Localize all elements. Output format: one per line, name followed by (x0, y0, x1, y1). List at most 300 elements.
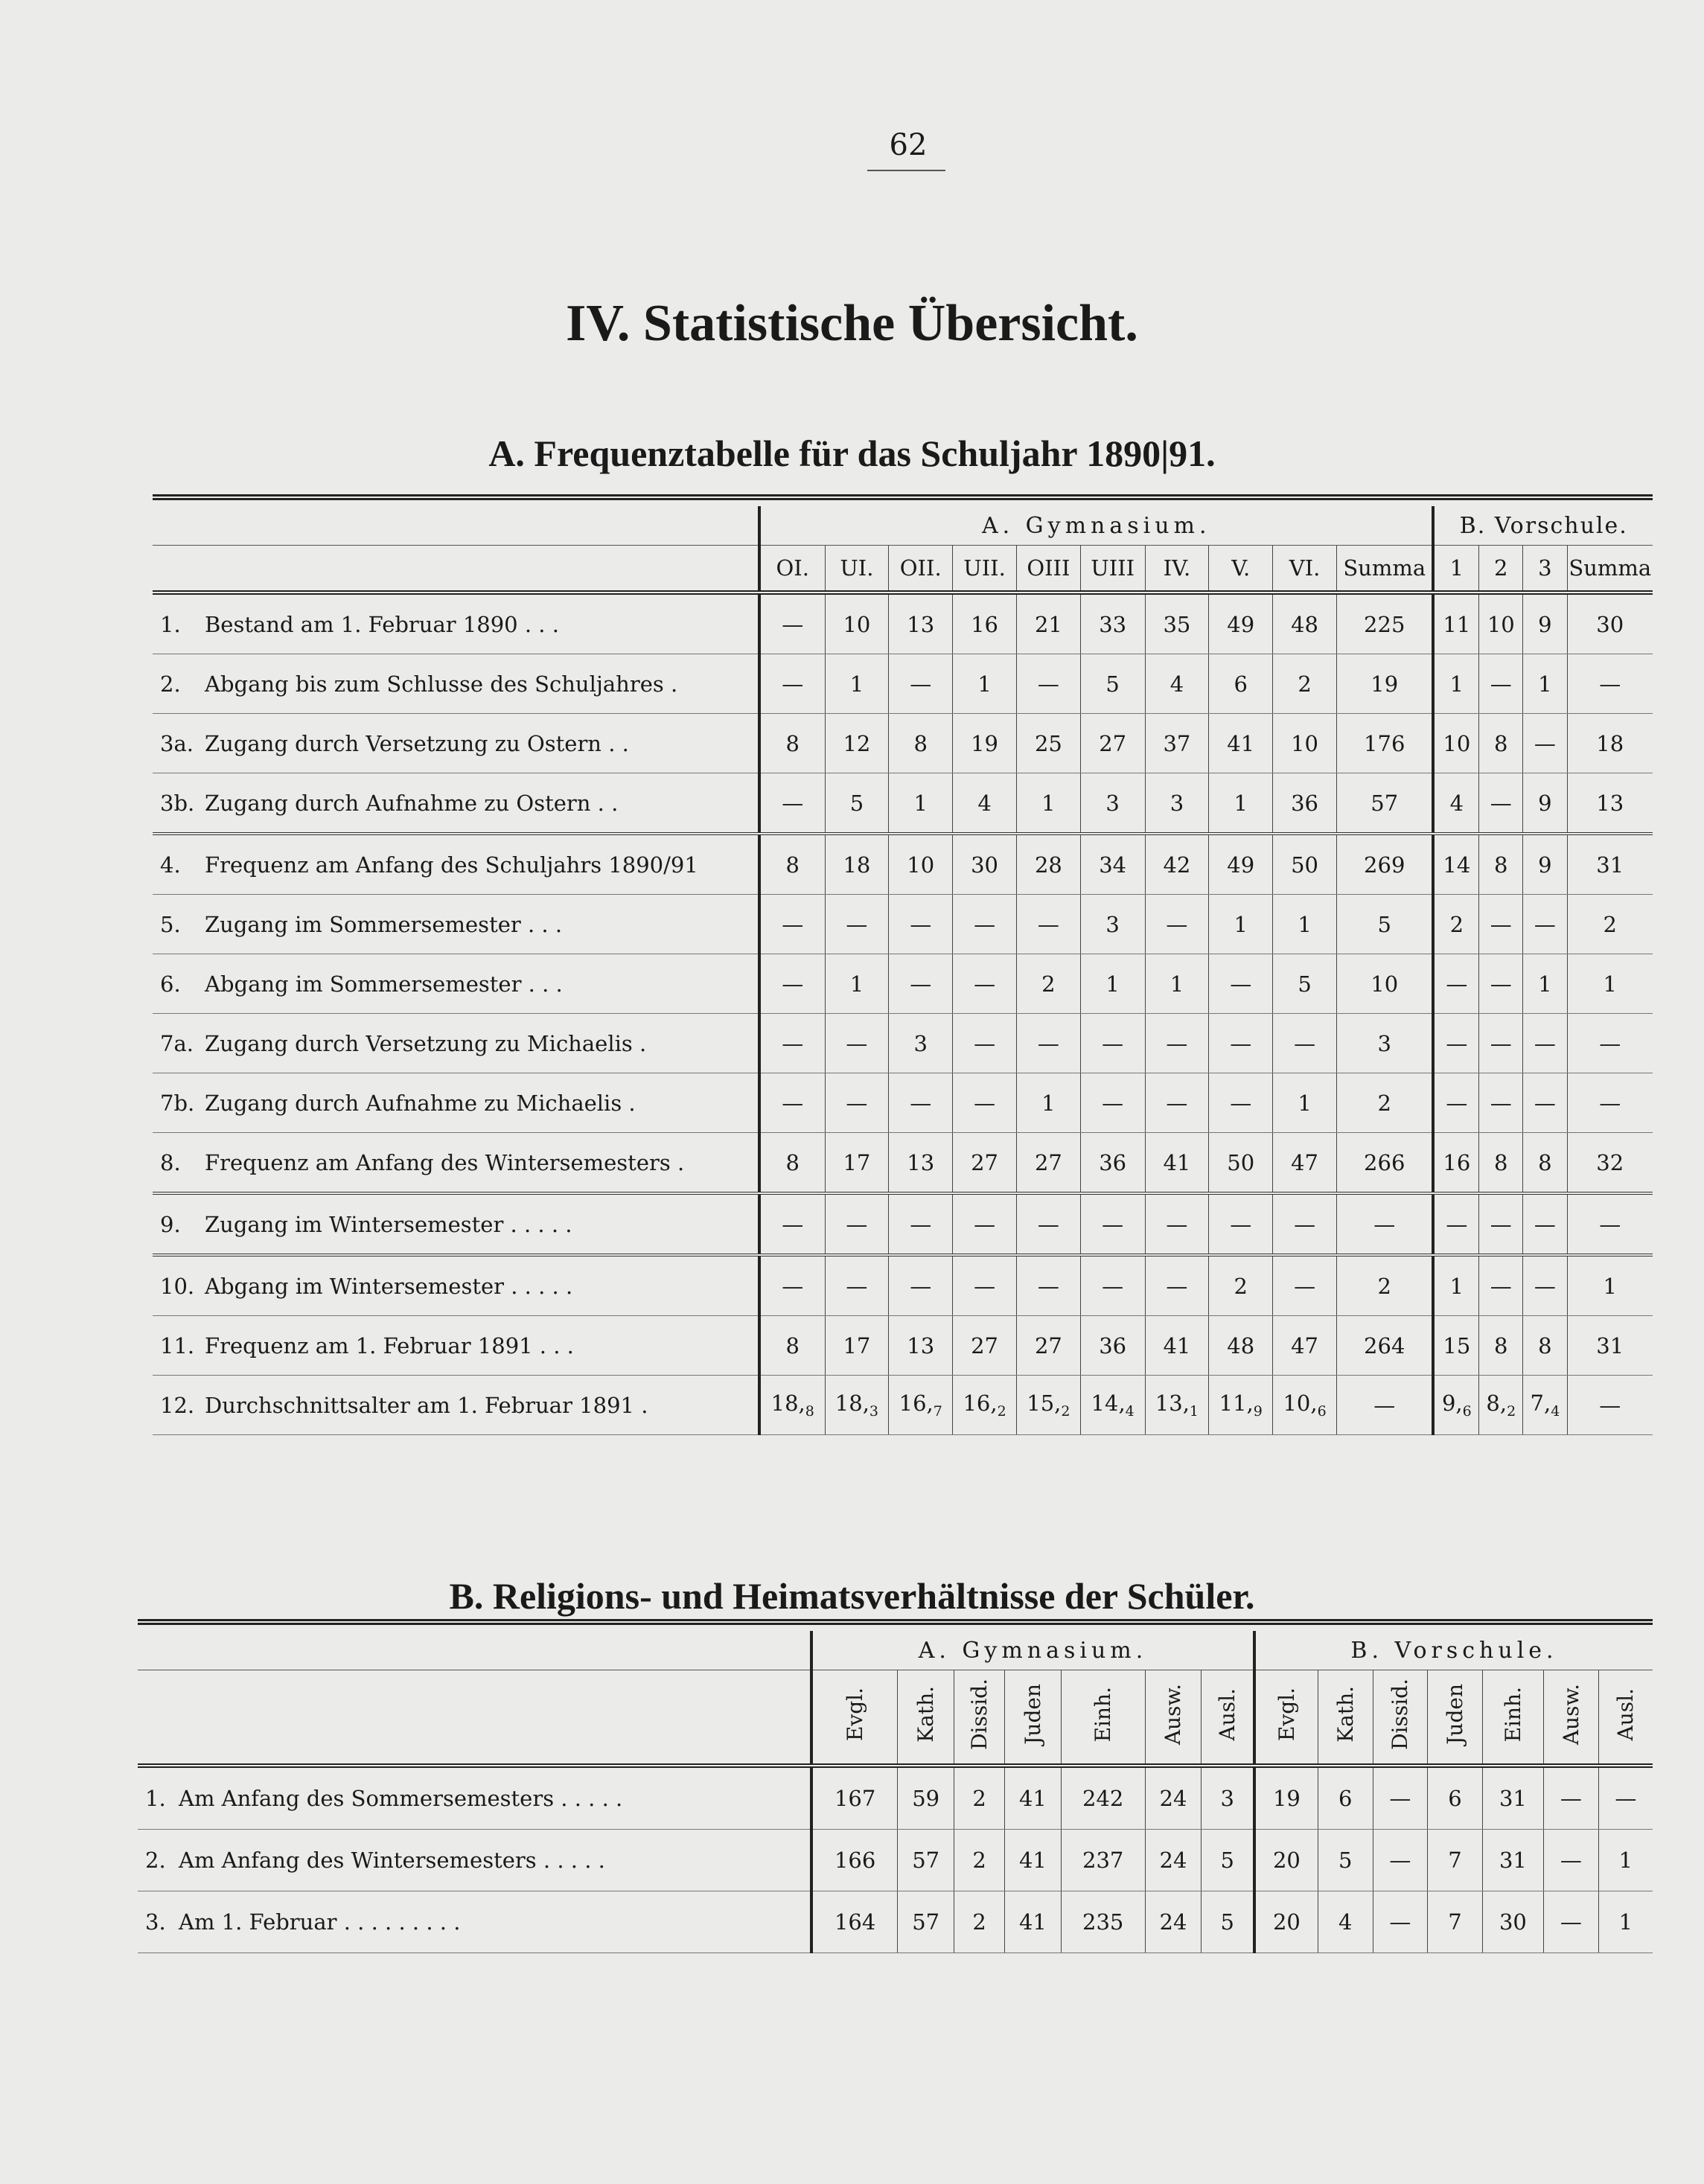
row-label-text: Frequenz am Anfang des Schuljahrs 1890/91 (205, 852, 698, 878)
table-cell: — (1016, 654, 1080, 714)
table-cell: — (1273, 1014, 1337, 1073)
table-cell: $9,_6$ (1433, 1376, 1478, 1435)
table-cell: — (889, 895, 953, 954)
table-cell: — (889, 954, 953, 1014)
table-cell: 41 (1145, 1316, 1209, 1376)
row-number: 3a. (160, 730, 194, 756)
table-cell: 5 (1202, 1830, 1254, 1891)
table-cell: $15,_2$ (1016, 1376, 1080, 1435)
table-cell: 19 (1254, 1766, 1318, 1830)
table-cell: 8 (1479, 1133, 1523, 1194)
table-cell: — (1598, 1766, 1653, 1830)
table-cell: 2 (1273, 654, 1337, 714)
table-cell: 50 (1273, 834, 1337, 895)
table-cell: — (1523, 895, 1567, 954)
row-number: 1. (145, 1786, 166, 1811)
group-gymnasium-header: A. Gymnasium. (759, 506, 1433, 546)
table-cell: 1 (1145, 954, 1209, 1014)
table-cell: 18 (825, 834, 889, 895)
table-cell: $18,_3$ (825, 1376, 889, 1435)
column-header-label: Juden (1020, 1684, 1045, 1745)
row-label-text: Zugang im Sommersemester . . . (205, 911, 563, 937)
table-cell: 16 (953, 593, 1017, 654)
table-cell: 242 (1061, 1766, 1145, 1830)
table-cell: — (1479, 1193, 1523, 1255)
table-cell: $16,_7$ (889, 1376, 953, 1435)
column-header (1482, 1670, 1543, 1766)
table-cell: 42 (1145, 834, 1209, 895)
table-b-title: B. Religions- und Heimatsverhältnisse der Schüler. (449, 1575, 1255, 1617)
column-header: OII. (889, 546, 953, 593)
table-cell: — (1080, 1073, 1145, 1133)
religion-table (138, 1619, 1653, 1953)
table-cell: 36 (1080, 1316, 1145, 1376)
table-cell: — (1016, 1255, 1080, 1316)
table-cell: 2 (954, 1830, 1005, 1891)
table-cell: 3 (1202, 1766, 1254, 1830)
row-number: 3b. (160, 790, 195, 816)
table-cell: — (1543, 1891, 1598, 1953)
main-title-text: Statistische Übersicht. (642, 295, 1138, 352)
table-cell: — (825, 1014, 889, 1073)
table-cell: — (1543, 1766, 1598, 1830)
table-cell: 176 (1336, 714, 1433, 773)
table-cell: — (1433, 954, 1478, 1014)
column-header-label: Dissid. (1388, 1679, 1413, 1750)
column-header (1202, 1670, 1254, 1766)
table-cell: 16 (1433, 1133, 1478, 1194)
table-row (138, 1830, 1653, 1891)
column-header-label: Einh. (1500, 1686, 1525, 1743)
table-cell: 10 (1336, 954, 1433, 1014)
table-cell: — (953, 1255, 1017, 1316)
table-cell: — (1145, 1255, 1209, 1316)
table-cell: 3 (889, 1014, 953, 1073)
row-label (153, 1133, 759, 1194)
table-cell: 34 (1080, 834, 1145, 895)
table-cell: 27 (953, 1133, 1017, 1194)
column-header: VI. (1273, 546, 1337, 593)
column-header-label: Ausl. (1613, 1688, 1638, 1741)
row-label-text: Abgang im Wintersemester . . . . . (205, 1273, 573, 1299)
table-cell: — (759, 1193, 825, 1255)
table-cell: — (953, 1193, 1017, 1255)
table-cell: 41 (1209, 714, 1273, 773)
table-cell: — (1145, 895, 1209, 954)
table-cell: — (1016, 1193, 1080, 1255)
table-cell: 3 (1145, 773, 1209, 834)
table-cell: — (1543, 1830, 1598, 1891)
table-cell: — (1567, 1073, 1653, 1133)
table-row (153, 714, 1653, 773)
table-cell: 4 (1145, 654, 1209, 714)
table-cell: 19 (953, 714, 1017, 773)
table-row (138, 1766, 1653, 1830)
column-header (1061, 1670, 1145, 1766)
table-cell: — (1523, 714, 1567, 773)
table-row (153, 1193, 1653, 1255)
table-cell: — (889, 1073, 953, 1133)
table-cell: 57 (1336, 773, 1433, 834)
row-number: 5. (160, 911, 181, 937)
column-header-label: Evgl. (843, 1687, 868, 1742)
table-cell: 2 (1336, 1255, 1433, 1316)
table-cell: 8 (759, 1316, 825, 1376)
table-cell: 1 (1209, 773, 1273, 834)
row-label (138, 1766, 811, 1830)
column-header-label: Kath. (1333, 1686, 1358, 1743)
table-cell: 13 (889, 593, 953, 654)
table-cell: 2 (1567, 895, 1653, 954)
table-cell: 8 (1479, 834, 1523, 895)
table-cell: 21 (1016, 593, 1080, 654)
table-cell: 57 (898, 1891, 954, 1953)
table-cell: 25 (1016, 714, 1080, 773)
column-header: UI. (825, 546, 889, 593)
table-cell: 14 (1433, 834, 1478, 895)
table-cell: 49 (1209, 834, 1273, 895)
table-row (153, 954, 1653, 1014)
column-header (954, 1670, 1005, 1766)
row-label (153, 895, 759, 954)
table-cell: — (1523, 1014, 1567, 1073)
table-cell: — (759, 1255, 825, 1316)
frequency-table-section (153, 494, 1653, 1435)
table-cell: 2 (1209, 1255, 1273, 1316)
row-label-text: Zugang im Wintersemester . . . . . (205, 1211, 572, 1237)
table-cell: — (1209, 1193, 1273, 1255)
row-label (153, 714, 759, 773)
table-cell: — (1145, 1073, 1209, 1133)
table-cell: — (1145, 1014, 1209, 1073)
table-row (138, 1891, 1653, 1953)
table-cell: 7 (1428, 1891, 1483, 1953)
table-cell: 5 (1336, 895, 1433, 954)
group-vorschule-header: B. Vorschule. (1254, 1631, 1653, 1670)
table-cell: 10 (1479, 593, 1523, 654)
table-cell: 4 (953, 773, 1017, 834)
column-header-label: Ausw. (1161, 1683, 1186, 1746)
column-header: OIII (1016, 546, 1080, 593)
row-number: 10. (160, 1273, 195, 1299)
table-cell: 1 (953, 654, 1017, 714)
table-cell: — (759, 895, 825, 954)
table-cell: 30 (1482, 1891, 1543, 1953)
table-cell: 10 (1433, 714, 1478, 773)
table-cell: 8 (759, 834, 825, 895)
table-cell: 10 (825, 593, 889, 654)
table-cell: — (889, 1255, 953, 1316)
row-label (153, 593, 759, 654)
table-cell: 13 (889, 1133, 953, 1194)
table-cell: — (953, 1073, 1017, 1133)
table-cell: 1 (1016, 1073, 1080, 1133)
table-cell: 3 (1336, 1014, 1433, 1073)
column-header (811, 1670, 898, 1766)
table-cell: — (1016, 1014, 1080, 1073)
table-cell: 41 (1005, 1891, 1062, 1953)
table-cell: — (1145, 1193, 1209, 1255)
table-cell: 24 (1145, 1766, 1202, 1830)
table-cell: $10,_6$ (1273, 1376, 1337, 1435)
table-row (153, 1014, 1653, 1073)
column-header-label: Evgl. (1274, 1687, 1299, 1742)
table-cell: 48 (1209, 1316, 1273, 1376)
row-number: 2. (145, 1848, 166, 1873)
table-cell: — (1373, 1891, 1428, 1953)
table-row (153, 1376, 1653, 1435)
table-cell: 5 (1318, 1830, 1373, 1891)
religion-table-section (138, 1619, 1653, 1953)
table-cell: 1 (1567, 954, 1653, 1014)
table-row (153, 1133, 1653, 1194)
row-label (153, 773, 759, 834)
row-number: 11. (160, 1332, 195, 1358)
row-label-text: Abgang im Sommersemester . . . (205, 971, 563, 997)
table-cell: — (1273, 1193, 1337, 1255)
table-row (153, 773, 1653, 834)
table-cell: — (1209, 954, 1273, 1014)
table-a-title: A. Frequenztabelle für das Schuljahr 1890|91. (488, 432, 1216, 474)
table-cell: 4 (1318, 1891, 1373, 1953)
table-cell: 1 (1016, 773, 1080, 834)
table-cell: — (1567, 1193, 1653, 1255)
table-cell: 47 (1273, 1133, 1337, 1194)
column-header-label: Einh. (1091, 1686, 1116, 1743)
table-cell: 31 (1482, 1830, 1543, 1891)
row-number: 8. (160, 1149, 181, 1175)
table-cell: 3 (1080, 895, 1145, 954)
table-row (153, 1073, 1653, 1133)
table-cell: — (825, 1193, 889, 1255)
table-cell: 17 (825, 1316, 889, 1376)
column-header: V. (1209, 546, 1273, 593)
table-cell: $18,_8$ (759, 1376, 825, 1435)
row-number: 12. (160, 1392, 195, 1418)
table-cell: $13,_1$ (1145, 1376, 1209, 1435)
column-header: UII. (953, 546, 1017, 593)
table-cell: — (1479, 1255, 1523, 1316)
table-cell: 3 (1080, 773, 1145, 834)
table-cell: — (1523, 1255, 1567, 1316)
table-cell: — (953, 954, 1017, 1014)
table-cell: — (1567, 1014, 1653, 1073)
table-cell: 7 (1428, 1830, 1483, 1891)
table-cell: 15 (1433, 1316, 1478, 1376)
table-cell: 41 (1145, 1133, 1209, 1194)
table-cell: 41 (1005, 1766, 1062, 1830)
table-cell: 1 (1080, 954, 1145, 1014)
table-cell: $14,_4$ (1080, 1376, 1145, 1435)
row-label-text: Frequenz am 1. Februar 1891 . . . (205, 1332, 574, 1358)
row-number: 3. (145, 1909, 166, 1935)
table-cell: 57 (898, 1830, 954, 1891)
table-cell: 35 (1145, 593, 1209, 654)
table-cell: — (1373, 1766, 1428, 1830)
column-header-row (153, 546, 1653, 593)
row-label (153, 834, 759, 895)
table-cell: $11,_9$ (1209, 1376, 1273, 1435)
column-header: 3 (1523, 546, 1567, 593)
table-cell: — (759, 1014, 825, 1073)
row-number: 9. (160, 1211, 181, 1237)
table-cell: 1 (825, 654, 889, 714)
column-header-label: Ausl. (1215, 1688, 1240, 1741)
table-cell: — (1016, 895, 1080, 954)
row-number: 7a. (160, 1030, 194, 1056)
column-header (1005, 1670, 1062, 1766)
table-cell: 1 (1273, 895, 1337, 954)
page-number-ornament (867, 170, 945, 171)
table-cell: 10 (889, 834, 953, 895)
column-header: Summa (1336, 546, 1433, 593)
table-cell: 30 (953, 834, 1017, 895)
row-label-text: Durchschnittsalter am 1. Februar 1891 . (205, 1392, 648, 1418)
table-cell: 27 (1080, 714, 1145, 773)
table-cell: 31 (1567, 1316, 1653, 1376)
column-header-label: Ausw. (1558, 1683, 1583, 1746)
table-cell: 5 (1080, 654, 1145, 714)
table-cell: — (759, 954, 825, 1014)
column-header (1145, 1670, 1202, 1766)
table-cell: — (1080, 1193, 1145, 1255)
table-cell: 2 (1433, 895, 1478, 954)
table-cell: — (1523, 1193, 1567, 1255)
table-cell: — (1567, 654, 1653, 714)
table-cell: 8 (759, 714, 825, 773)
table-cell: — (759, 654, 825, 714)
table-cell: 12 (825, 714, 889, 773)
table-row (153, 1316, 1653, 1376)
table-cell: 6 (1428, 1766, 1483, 1830)
table-cell: 27 (1016, 1133, 1080, 1194)
table-cell: 33 (1080, 593, 1145, 654)
table-cell: — (1080, 1255, 1145, 1316)
table-cell: — (1479, 954, 1523, 1014)
column-header: Summa (1567, 546, 1653, 593)
table-row (153, 895, 1653, 954)
column-header: 1 (1433, 546, 1478, 593)
table-cell: 225 (1336, 593, 1433, 654)
table-cell: — (889, 1193, 953, 1255)
table-cell: 47 (1273, 1316, 1337, 1376)
table-cell: 9 (1523, 834, 1567, 895)
row-label-text: Am Anfang des Wintersemesters . . . . . (179, 1848, 605, 1873)
table-cell: 2 (1016, 954, 1080, 1014)
table-cell: 24 (1145, 1830, 1202, 1891)
frequency-table (153, 494, 1653, 1435)
row-label (153, 1316, 759, 1376)
table-cell: 237 (1061, 1830, 1145, 1891)
row-label-text: Abgang bis zum Schlusse des Schuljahres . (205, 671, 678, 697)
row-label (153, 1073, 759, 1133)
group-vorschule-header: B. Vorschule. (1433, 506, 1653, 546)
table-cell: — (1479, 654, 1523, 714)
row-label-text: Zugang durch Versetzung zu Ostern . . (205, 730, 629, 756)
column-header (1598, 1670, 1653, 1766)
table-cell: — (825, 1255, 889, 1316)
main-title (0, 294, 1704, 354)
main-title-number: IV. (566, 295, 631, 352)
table-cell: — (953, 895, 1017, 954)
column-header-label: Kath. (913, 1686, 939, 1743)
row-label-text: Frequenz am Anfang des Wintersemesters . (205, 1149, 685, 1175)
table-cell: 5 (825, 773, 889, 834)
table-cell: 27 (953, 1316, 1017, 1376)
table-cell: 1 (1209, 895, 1273, 954)
table-cell: — (889, 654, 953, 714)
table-cell: 8 (1479, 714, 1523, 773)
row-number: 1. (160, 611, 181, 637)
table-cell: 4 (1433, 773, 1478, 834)
table-cell: 59 (898, 1766, 954, 1830)
table-cell: 31 (1567, 834, 1653, 895)
table-cell: 5 (1202, 1891, 1254, 1953)
table-cell: 1 (889, 773, 953, 834)
table-cell: — (825, 895, 889, 954)
table-cell: 166 (811, 1830, 898, 1891)
table-cell: — (1373, 1830, 1428, 1891)
row-label-text: Zugang durch Versetzung zu Michaelis . (205, 1030, 647, 1056)
table-cell: 8 (1523, 1316, 1567, 1376)
table-cell: 9 (1523, 593, 1567, 654)
column-header (1318, 1670, 1373, 1766)
table-cell: — (759, 593, 825, 654)
table-cell: 2 (1336, 1073, 1433, 1133)
row-label-text: Zugang durch Aufnahme zu Michaelis . (205, 1090, 636, 1116)
row-label (138, 1830, 811, 1891)
table-cell: 30 (1567, 593, 1653, 654)
column-header (1428, 1670, 1483, 1766)
row-number: 2. (160, 671, 181, 697)
column-header (898, 1670, 954, 1766)
table-cell: 8 (1479, 1316, 1523, 1376)
table-cell: — (953, 1014, 1017, 1073)
table-cell: 1 (1567, 1255, 1653, 1316)
table-cell: — (1433, 1193, 1478, 1255)
table-cell: 36 (1080, 1133, 1145, 1194)
table-cell: $7,_4$ (1523, 1376, 1567, 1435)
group-gymnasium-header: A. Gymnasium. (811, 1631, 1254, 1670)
table-cell: 13 (1567, 773, 1653, 834)
table-cell: — (1523, 1073, 1567, 1133)
table-cell: — (759, 773, 825, 834)
table-cell: 18 (1567, 714, 1653, 773)
table-cell: 41 (1005, 1830, 1062, 1891)
table-cell: 11 (1433, 593, 1478, 654)
table-cell: 1 (1523, 954, 1567, 1014)
column-header: IV. (1145, 546, 1209, 593)
table-cell: 9 (1523, 773, 1567, 834)
table-cell: 32 (1567, 1133, 1653, 1194)
table-cell: — (1479, 1073, 1523, 1133)
column-header: 2 (1479, 546, 1523, 593)
table-cell: — (1479, 895, 1523, 954)
table-cell: 36 (1273, 773, 1337, 834)
table-cell: 264 (1336, 1316, 1433, 1376)
table-cell: — (1336, 1193, 1433, 1255)
row-label (153, 1014, 759, 1073)
row-label (153, 1193, 759, 1255)
table-cell: 1 (1598, 1891, 1653, 1953)
table-cell: 6 (1318, 1766, 1373, 1830)
table-cell: 8 (1523, 1133, 1567, 1194)
column-header: OI. (759, 546, 825, 593)
table-cell: 19 (1336, 654, 1433, 714)
table-cell: 5 (1273, 954, 1337, 1014)
table-cell: — (1273, 1255, 1337, 1316)
table-cell: — (1209, 1073, 1273, 1133)
